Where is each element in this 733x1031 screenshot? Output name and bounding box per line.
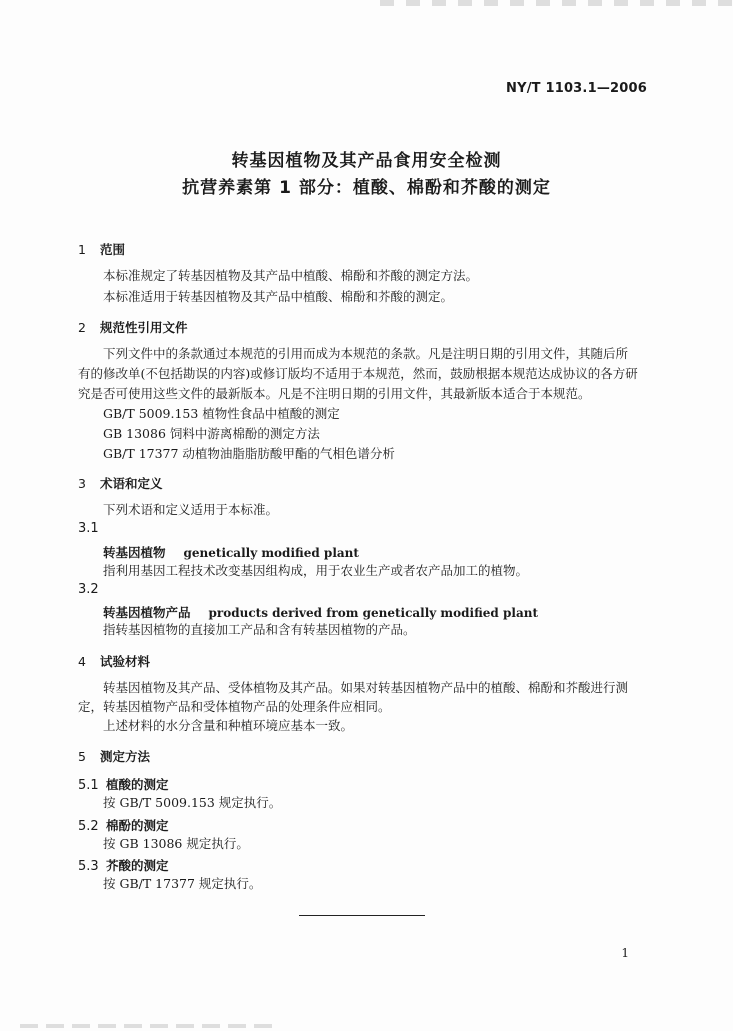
end-divider	[299, 915, 425, 916]
subsection-title: 棉酚的测定	[106, 818, 169, 833]
section-1-heading	[78, 240, 125, 258]
term-english: products derived from genetically modified plant	[208, 606, 538, 620]
section-number: 1	[78, 242, 86, 257]
reference-item: GB/T 5009.153 植物性食品中植酸的测定	[103, 406, 340, 421]
reference-item: GB 13086 饲料中游离棉酚的测定方法	[103, 426, 320, 441]
subsection-title: 芥酸的测定	[106, 858, 169, 873]
document-title-line-2: 抗营养素第 1 部分：植酸、棉酚和芥酸的测定	[182, 178, 551, 198]
paragraph: 下列术语和定义适用于本标准。	[103, 502, 279, 517]
subsection-number: 5.2	[78, 819, 99, 834]
subsection-5-2-heading	[78, 815, 169, 834]
term-entry	[103, 542, 359, 561]
subsection-5-3-heading	[78, 855, 169, 874]
reference-item: GB/T 17377 动植物油脂脂肪酸甲酯的气相色谱分析	[103, 446, 395, 461]
standard-code: NY/T 1103.1—2006	[506, 81, 647, 96]
section-title: 测定方法	[100, 749, 151, 764]
term-number: 3.2	[78, 582, 99, 597]
section-4-heading	[78, 652, 150, 670]
paragraph-line: 究是否可使用这些文件的最新版本。凡是不注明日期的引用文件，其最新版本适合于本规范。	[78, 386, 591, 401]
section-number: 5	[78, 749, 86, 764]
paragraph-line: 定，转基因植物产品和受体植物产品的处理条件应相同。	[78, 699, 391, 714]
section-title: 规范性引用文件	[100, 320, 188, 335]
paragraph: 按 GB/T 5009.153 规定执行。	[103, 795, 282, 810]
term-number: 3.1	[78, 521, 99, 536]
section-3-heading	[78, 474, 163, 492]
paragraph: 按 GB/T 17377 规定执行。	[103, 876, 262, 891]
section-number: 3	[78, 476, 86, 491]
section-number: 2	[78, 320, 86, 335]
section-title: 术语和定义	[100, 476, 163, 491]
subsection-number: 5.3	[78, 859, 99, 874]
scan-artifact-top	[380, 0, 733, 6]
scan-artifact-bottom	[20, 1024, 280, 1028]
section-5-heading	[78, 747, 150, 765]
document-title-line-1: 转基因植物及其产品食用安全检测	[231, 151, 502, 171]
section-2-heading	[78, 318, 188, 336]
subsection-number: 5.1	[78, 778, 99, 793]
term-english: genetically modified plant	[183, 546, 359, 560]
term-chinese: 转基因植物	[103, 545, 166, 560]
page-number: 1	[621, 946, 629, 960]
paragraph: 本标准规定了转基因植物及其产品中植酸、棉酚和芥酸的测定方法。	[103, 268, 479, 283]
term-definition: 指利用基因工程技术改变基因组构成，用于农业生产或者农产品加工的植物。	[103, 563, 529, 578]
subsection-5-1-heading	[78, 774, 169, 793]
section-title: 范围	[100, 242, 126, 257]
section-title: 试验材料	[100, 654, 151, 669]
paragraph: 上述材料的水分含量和种植环境应基本一致。	[103, 718, 354, 733]
paragraph-line: 下列文件中的条款通过本规范的引用而成为本规范的条款。凡是注明日期的引用文件，其随后所	[103, 346, 629, 361]
paragraph: 按 GB 13086 规定执行。	[103, 836, 249, 851]
term-definition: 指转基因植物的直接加工产品和含有转基因植物的产品。	[103, 622, 416, 637]
paragraph-line: 有的修改单(不包括勘误的内容)或修订版均不适用于本规范，然而，鼓励根据本规范达成协议的各方研	[78, 366, 638, 381]
paragraph-line: 转基因植物及其产品、受体植物及其产品。如果对转基因植物产品中的植酸、棉酚和芥酸进行测	[103, 680, 629, 695]
subsection-title: 植酸的测定	[106, 777, 169, 792]
term-entry	[103, 602, 538, 621]
term-chinese: 转基因植物产品	[103, 605, 191, 620]
section-number: 4	[78, 654, 86, 669]
paragraph: 本标准适用于转基因植物及其产品中植酸、棉酚和芥酸的测定。	[103, 289, 454, 304]
